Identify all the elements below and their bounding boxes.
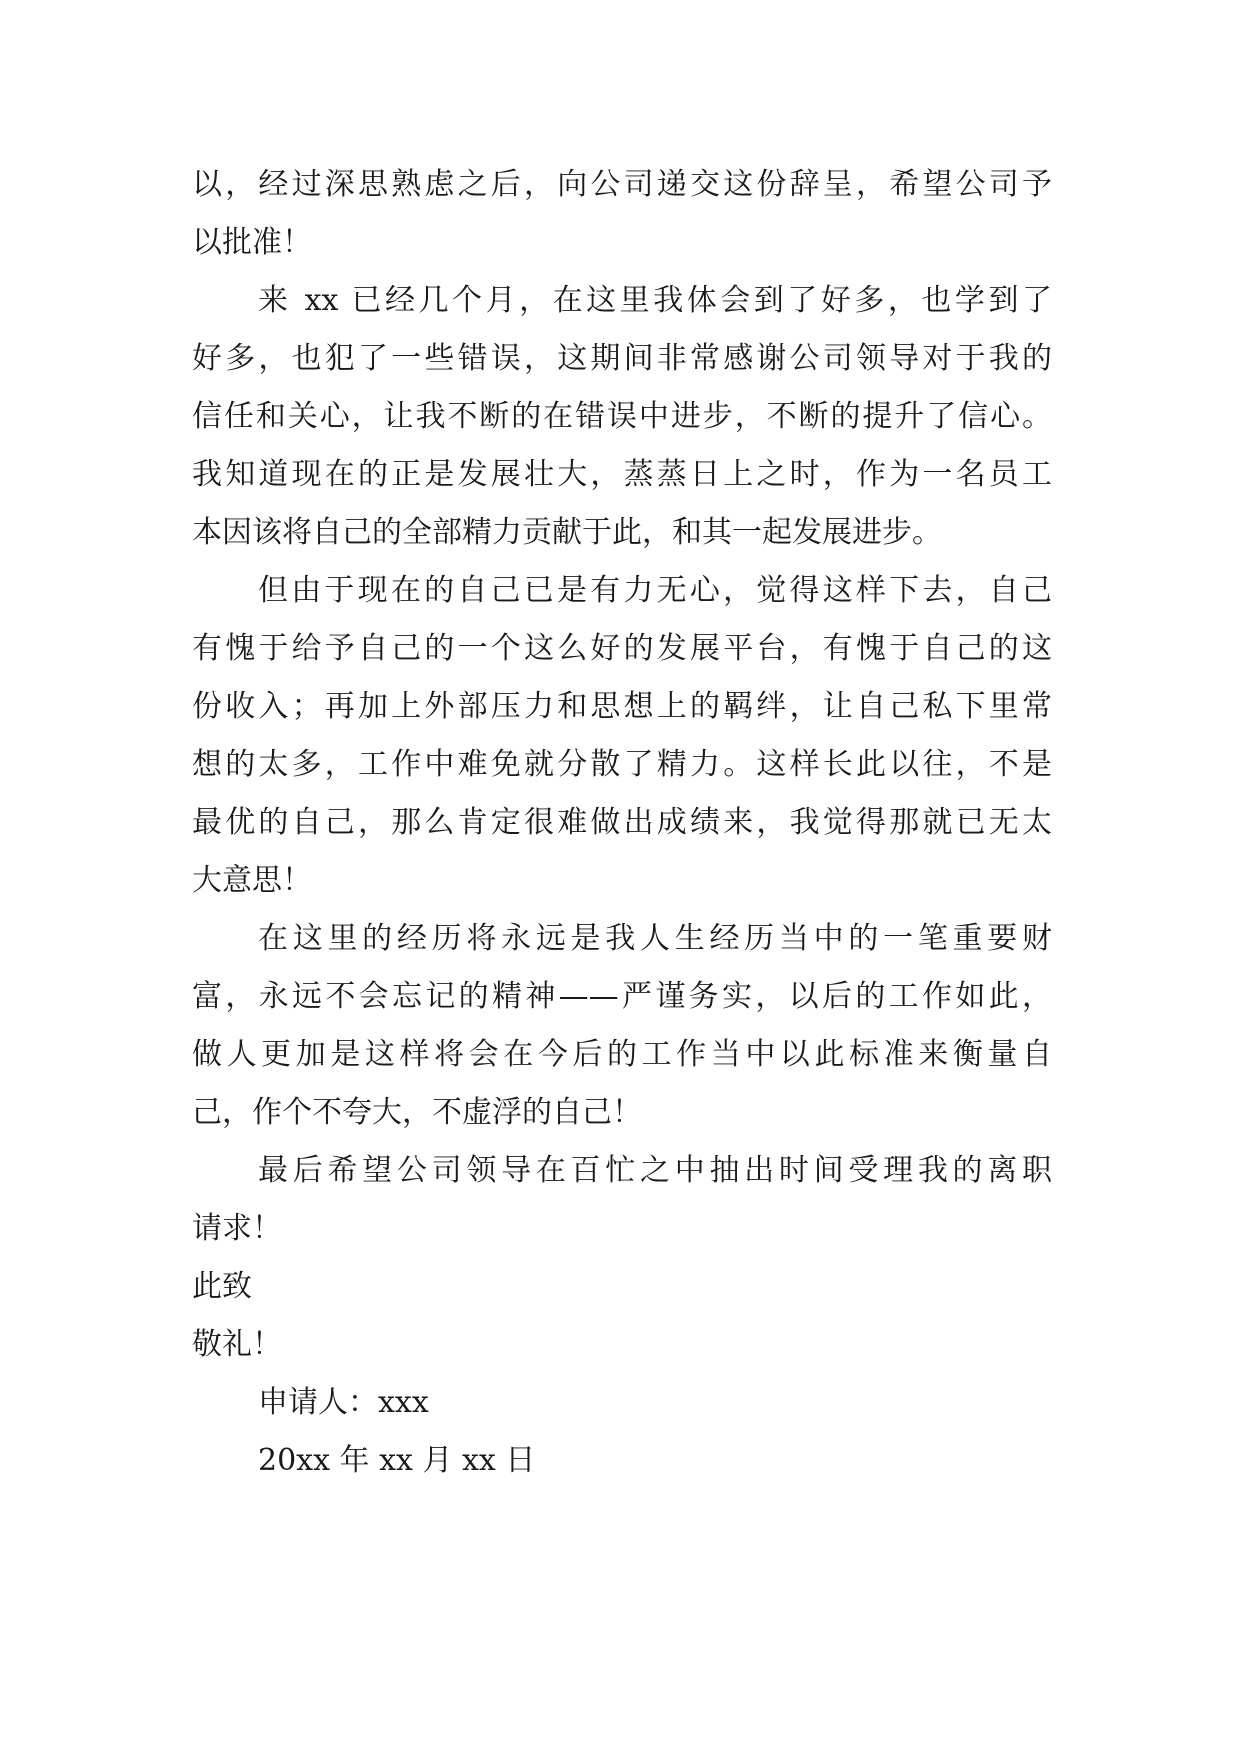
paragraph-start-line: 在这里的经历将永远是我人生经历当中的一笔重要财 bbox=[258, 921, 1052, 956]
paragraph-start-line: 最后希望公司领导在百忙之中抽出时间受理我的离职 bbox=[258, 1153, 1052, 1188]
closing-phrase: 此致 bbox=[192, 1269, 252, 1304]
text-line: 我知道现在的正是发展壮大，蒸蒸日上之时，作为一名员工 bbox=[192, 457, 1052, 492]
text-line: 请求！ bbox=[192, 1211, 282, 1246]
text-line: 信任和关心，让我不断的在错误中进步，不断的提升了信心。 bbox=[192, 399, 1052, 434]
text-line: 想的太多，工作中难免就分散了精力。这样长此以往，不是 bbox=[192, 747, 1052, 782]
text-line: 大意思！ bbox=[192, 863, 312, 898]
text-line: 以批准！ bbox=[192, 225, 312, 260]
letter-body bbox=[192, 156, 1052, 1490]
paragraph-start-line: 但由于现在的自己已是有力无心，觉得这样下去，自己 bbox=[258, 573, 1052, 608]
applicant-line: 申请人：xxx bbox=[258, 1385, 429, 1420]
text-line: 己，作个不夸大，不虚浮的自己！ bbox=[192, 1095, 642, 1130]
text-line: 份收入；再加上外部压力和思想上的羁绊，让自己私下里常 bbox=[192, 689, 1052, 724]
text-line: 做人更加是这样将会在今后的工作当中以此标准来衡量自 bbox=[192, 1037, 1052, 1072]
paragraph-start-line: 来 xx 已经几个月，在这里我体会到了好多，也学到了 bbox=[258, 283, 1052, 318]
date-line: 20xx 年 xx 月 xx 日 bbox=[258, 1443, 536, 1478]
text-line: 本因该将自己的全部精力贡献于此，和其一起发展进步。 bbox=[192, 515, 942, 550]
salutation: 敬礼！ bbox=[192, 1327, 282, 1362]
text-line: 好多，也犯了一些错误，这期间非常感谢公司领导对于我的 bbox=[192, 341, 1052, 376]
text-line: 以，经过深思熟虑之后，向公司递交这份辞呈，希望公司予 bbox=[192, 167, 1052, 202]
text-line: 富，永远不会忘记的精神——严谨务实，以后的工作如此， bbox=[192, 979, 1052, 1014]
text-line: 最优的自己，那么肯定很难做出成绩来，我觉得那就已无太 bbox=[192, 805, 1052, 840]
text-line: 有愧于给予自己的一个这么好的发展平台，有愧于自己的这 bbox=[192, 631, 1052, 666]
